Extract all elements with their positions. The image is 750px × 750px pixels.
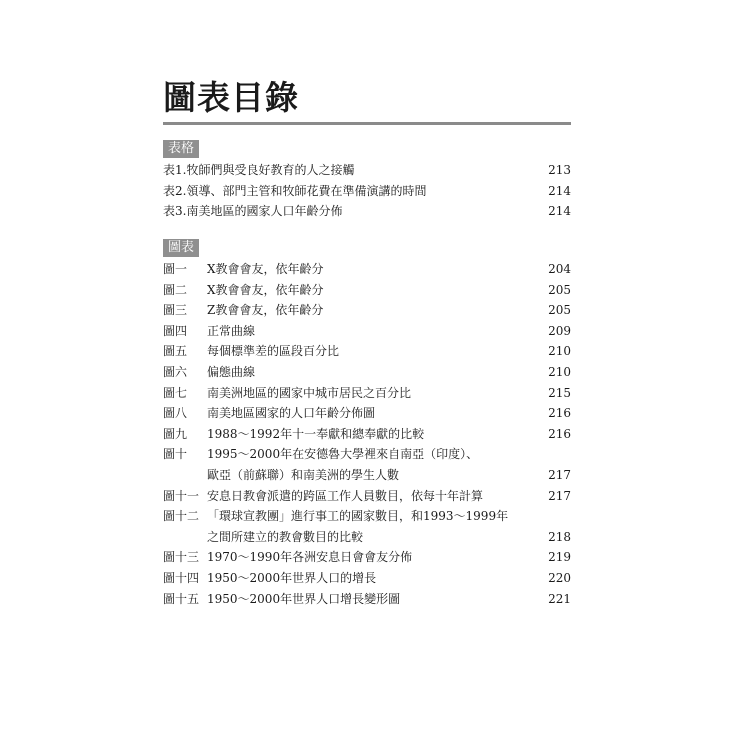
entry-label: 圖十一	[163, 488, 200, 503]
entry-continuation	[163, 465, 571, 486]
entry-label: 表3.	[163, 204, 187, 219]
figure-entry[interactable]	[163, 506, 571, 527]
figure-entry[interactable]	[163, 300, 571, 321]
entry-title: 偏態曲線	[207, 364, 256, 379]
figure-entry[interactable]	[163, 280, 571, 301]
entry-page: 216	[548, 426, 571, 441]
entry-title-continued: 歐亞（前蘇聯）和南美洲的學生人數	[207, 467, 400, 482]
entry-title: 「環球宣教團」進行事工的國家數目，和1993～1999年	[207, 509, 509, 524]
tables-list	[163, 160, 571, 222]
entry-title: 1988～1992年十一奉獻和總奉獻的比較	[207, 426, 425, 441]
tables-section	[163, 137, 571, 222]
table-entry[interactable]	[163, 181, 571, 202]
figure-entry[interactable]	[163, 321, 571, 342]
figure-entry[interactable]	[163, 403, 571, 424]
figures-list	[163, 259, 571, 609]
entry-label: 圖十四	[163, 570, 200, 585]
entry-page: 221	[548, 591, 571, 606]
figure-entry[interactable]	[163, 444, 571, 465]
entry-page: 215	[548, 385, 571, 400]
entry-title: 1950～2000年世界人口的增長	[207, 570, 377, 585]
entry-title: 安息日教會派遣的跨區工作人員數目，依每十年計算	[207, 488, 484, 503]
entry-page: 218	[548, 529, 571, 544]
entry-label: 圖三	[163, 303, 188, 318]
entry-title: X教會會友，依年齡分	[207, 262, 324, 276]
tables-section-label: 表格	[163, 140, 199, 158]
entry-page: 217	[548, 488, 571, 503]
figure-entry[interactable]	[163, 424, 571, 445]
entry-label: 圖二	[163, 282, 188, 297]
table-entry[interactable]	[163, 201, 571, 222]
entry-label: 圖十二	[163, 509, 200, 524]
entry-page: 205	[548, 282, 571, 297]
entry-label: 圖十五	[163, 591, 200, 606]
entry-label: 圖六	[163, 364, 188, 379]
entry-page: 214	[548, 204, 571, 219]
entry-label: 表2.	[163, 183, 187, 198]
entry-title: 每個標準差的區段百分比	[207, 344, 340, 359]
entry-title: X教會會友，依年齡分	[207, 282, 324, 297]
entry-page: 205	[548, 303, 571, 318]
table-entry[interactable]	[163, 160, 571, 181]
entry-page: 217	[548, 467, 571, 482]
entry-title-continued: 之間所建立的教會數目的比較	[207, 529, 364, 544]
entry-page: 213	[548, 163, 571, 177]
entry-title: Z教會會友，依年齡分	[207, 303, 324, 318]
entry-title: 南美洲地區的國家中城市居民之百分比	[207, 385, 412, 400]
page-title: 圖表目錄	[163, 78, 299, 117]
entry-title: 正常曲線	[207, 323, 256, 338]
figure-entry[interactable]	[163, 362, 571, 383]
entry-title: 1970～1990年各洲安息日會會友分佈	[207, 550, 413, 565]
entry-title: 1995～2000年在安德魯大學裡來自南亞（印度）、	[207, 447, 479, 462]
entry-label: 圖十	[163, 447, 188, 462]
entry-page: 216	[548, 406, 571, 421]
title-underline	[163, 122, 571, 125]
figure-entry[interactable]	[163, 259, 571, 280]
figure-entry[interactable]	[163, 589, 571, 610]
figure-entry[interactable]	[163, 486, 571, 507]
entry-page: 210	[548, 344, 571, 359]
entry-page: 219	[548, 550, 571, 565]
entry-title: 南美地區的國家人口年齡分佈	[186, 204, 343, 219]
figures-section-label: 圖表	[163, 239, 199, 257]
figure-entry[interactable]	[163, 341, 571, 362]
entry-title: 1950～2000年世界人口增長變形圖	[207, 591, 401, 606]
entry-page: 210	[548, 364, 571, 379]
entry-label: 表1.	[163, 163, 187, 177]
entry-label: 圖一	[163, 262, 188, 276]
entry-label: 圖四	[163, 323, 188, 338]
entry-page: 214	[548, 183, 571, 198]
figures-section	[163, 236, 571, 609]
entry-label: 圖十三	[163, 550, 200, 565]
entry-label: 圖七	[163, 385, 188, 400]
figure-entry[interactable]	[163, 568, 571, 589]
entry-title: 牧師們與受良好教育的人之接觸	[186, 163, 355, 177]
entry-page: 209	[548, 323, 571, 338]
entry-continuation	[163, 527, 571, 548]
entry-title: 領導、部門主管和牧師花費在準備演講的時間	[186, 183, 427, 198]
figure-entry[interactable]	[163, 547, 571, 568]
entry-label: 圖八	[163, 406, 188, 421]
figure-entry[interactable]	[163, 383, 571, 404]
entry-label: 圖五	[163, 344, 188, 359]
entry-page: 204	[548, 262, 571, 276]
entry-label: 圖九	[163, 426, 188, 441]
entry-page: 220	[548, 570, 571, 585]
entry-title: 南美地區國家的人口年齡分佈圖	[207, 406, 376, 421]
